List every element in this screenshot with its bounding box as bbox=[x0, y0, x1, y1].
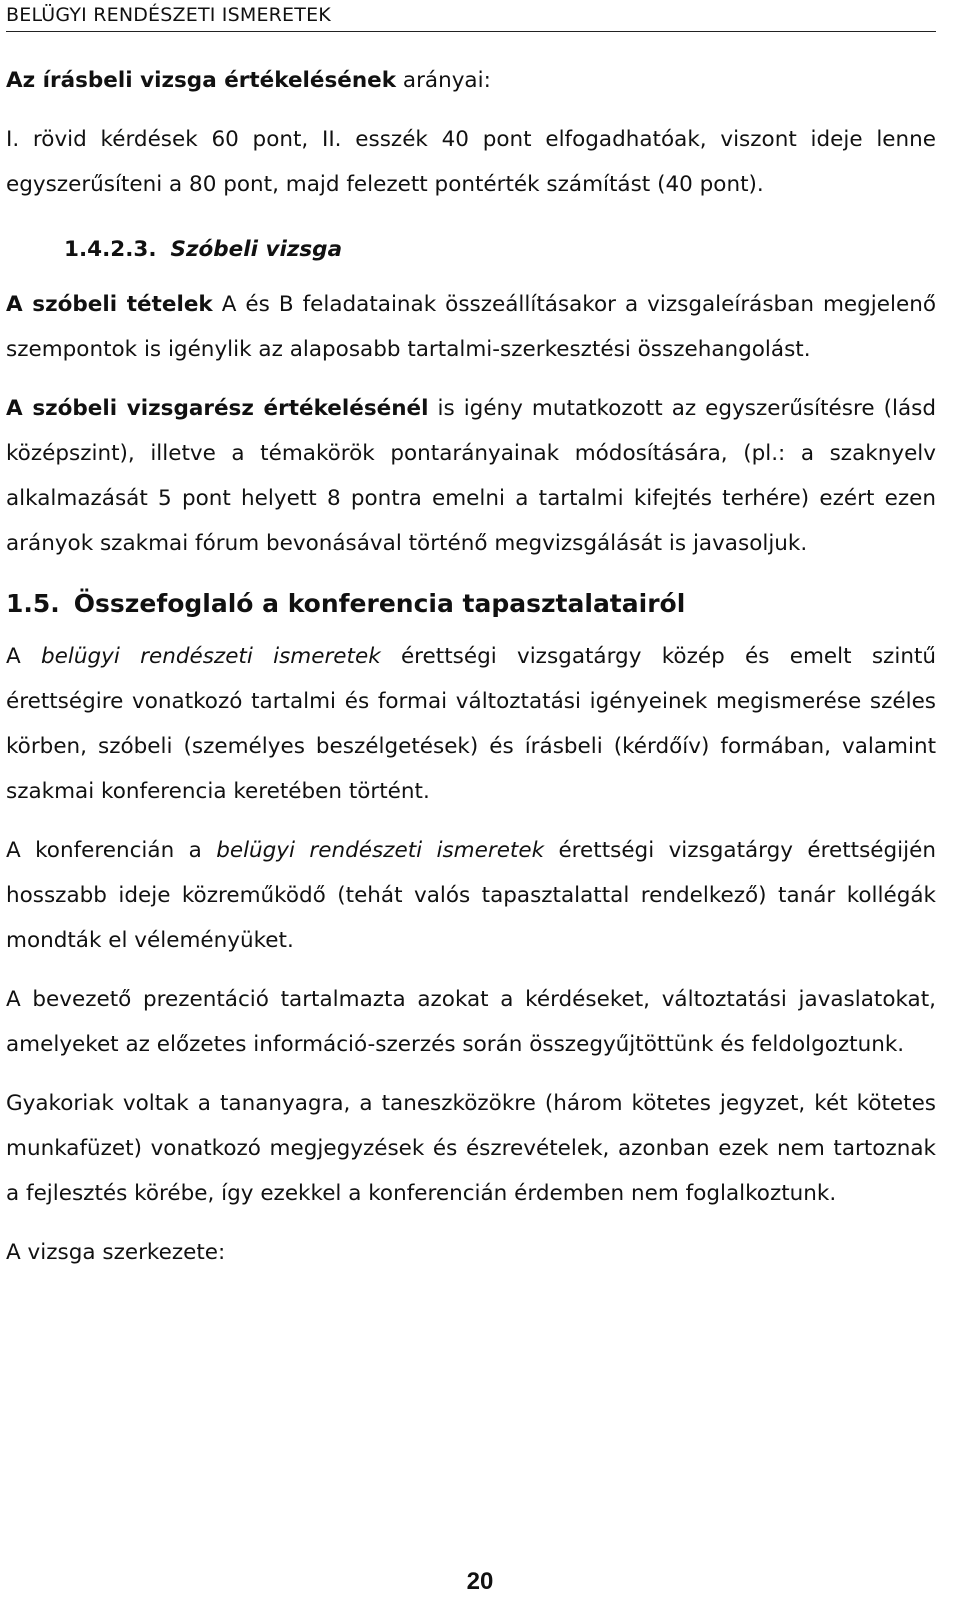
paragraph-materials: Gyakoriak voltak a tananyagra, a taneszközökre (három kötetes jegyzet, két kötetes munkafüzet) vonatkozó megjegyzések és észrevételek, azonban ezek nem tartoznak a fejlesztés körébe, így ezekkel a konferencián érdemben nem foglalkoztunk. bbox=[6, 1091, 936, 1206]
running-header: BELÜGYI RENDÉSZETI ISMERETEK bbox=[6, 4, 936, 32]
bold-phrase: A szóbeli vizsgarész értékelésénél bbox=[6, 396, 429, 421]
paragraph-text: is igény mutatkozott az egyszerűsítésre (lásd középszint), illetve a témakörök pontarányainak módosítására, (pl.: a szaknyelv alkalmazását 5 pont helyett 8 pontra emelni a tartalmi kifejtés terhére) ezért ezen arányok szakmai fórum bevonásával történő megvizsgálását is javasoljuk. bbox=[6, 396, 936, 556]
page-number: 20 bbox=[466, 1568, 494, 1595]
subsection-heading bbox=[64, 227, 936, 272]
paragraph-text: A bbox=[6, 644, 42, 669]
paragraph-text: érettségi vizsgatárgy közép és emelt szintű érettségire vonatkozó tartalmi és formai változtatási igényeinek megismerése széles körben, szóbeli (személyes beszélgetések) és írásbeli (kérdőív) formában, valamint szakmai konferencia keretében történt. bbox=[6, 644, 937, 804]
section-title: Összefoglaló a konferencia tapasztalatairól bbox=[73, 589, 686, 618]
paragraph-text: arányai: bbox=[396, 68, 491, 93]
paragraph-conference bbox=[6, 828, 936, 963]
page-body bbox=[6, 58, 936, 1275]
paragraph-summary-intro bbox=[6, 634, 936, 814]
paragraph-scores: I. rövid kérdések 60 pont, II. esszék 40 pont elfogadhatóak, viszont ideje lenne egyszerűsíteni a 80 pont, majd felezett pontérték számítást (40 pont). bbox=[6, 127, 936, 197]
bold-phrase: Az írásbeli vizsga értékelésének bbox=[6, 68, 397, 93]
subsection-title: Szóbeli vizsga bbox=[170, 237, 343, 262]
paragraph-written-exam-ratio bbox=[6, 58, 936, 103]
paragraph-text: A és B feladatainak összeállításakor a vizsgaleírásban megjelenő szempontok is igénylik az alaposabb tartalmi-szerkesztési összehangolást. bbox=[6, 292, 936, 362]
subsection-number: 1.4.2.3. bbox=[64, 237, 157, 262]
paragraph-presentation: A bevezető prezentáció tartalmazta azokat a kérdéseket, változtatási javaslatokat, amelyeket az előzetes információ-szerzés során összegyűjtöttünk és feldolgoztunk. bbox=[6, 987, 936, 1057]
paragraph-text: érettségi vizsgatárgy érettségijén hosszabb ideje közreműködő (tehát valós tapasztalattal rendelkező) tanár kollégák mondták el véleményüket. bbox=[6, 838, 936, 953]
bold-phrase: A szóbeli tételek bbox=[6, 292, 213, 317]
italic-phrase: belügyi rendészeti ismeretek bbox=[41, 644, 381, 669]
italic-phrase: belügyi rendészeti ismeretek bbox=[216, 838, 545, 863]
paragraph-text: A konferencián a bbox=[6, 838, 217, 863]
section-heading bbox=[6, 582, 936, 626]
paragraph-exam-structure: A vizsga szerkezete: bbox=[6, 1240, 226, 1265]
paragraph-oral-topics bbox=[6, 282, 936, 372]
paragraph-oral-evaluation bbox=[6, 386, 936, 566]
section-number: 1.5. bbox=[6, 589, 60, 618]
